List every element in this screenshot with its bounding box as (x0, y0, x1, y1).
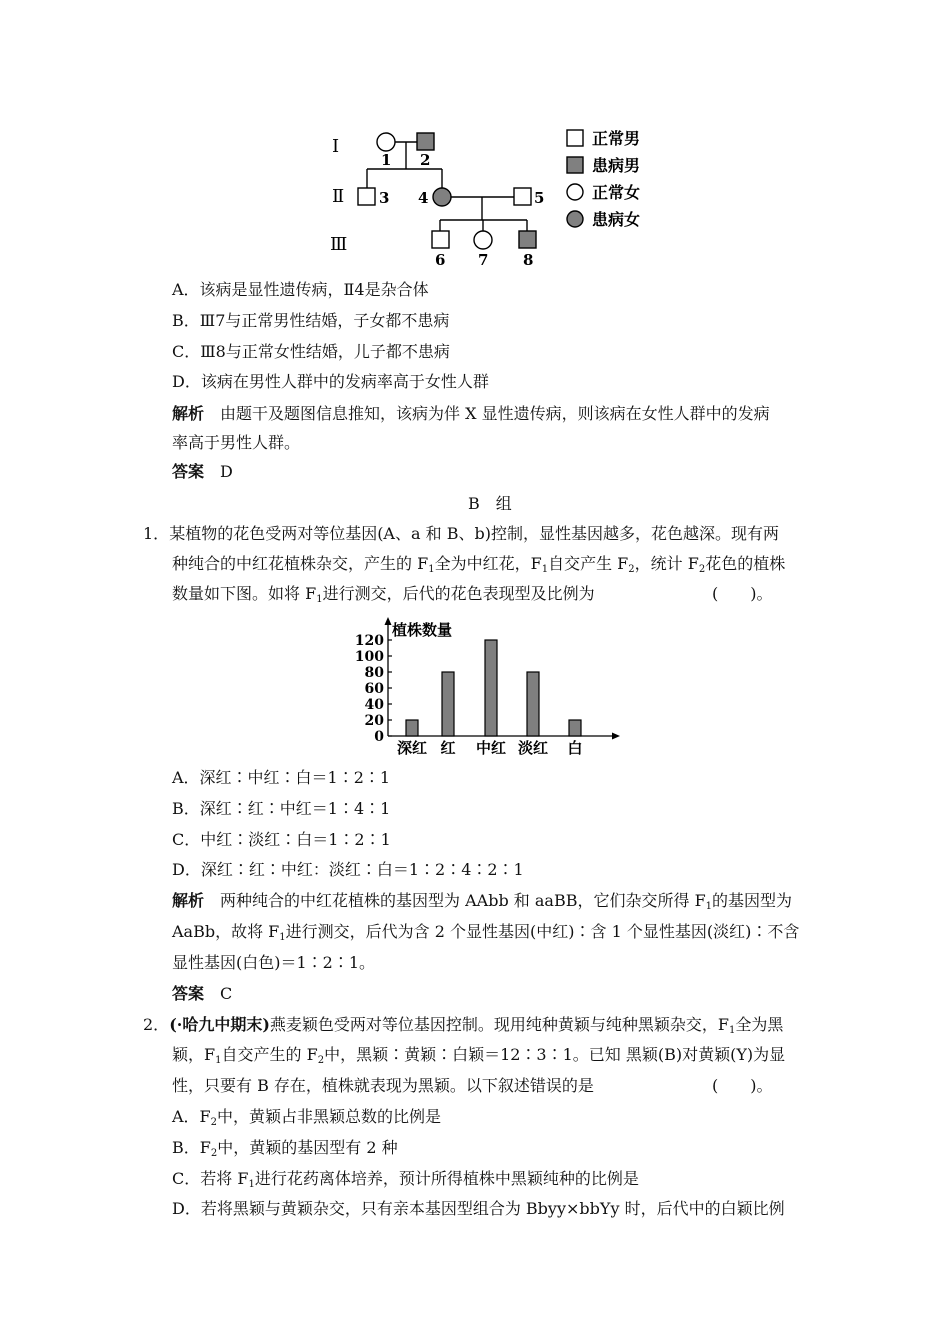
bar-2 (442, 672, 454, 736)
category-label: 淡红 (517, 739, 549, 757)
q1-analysis-line2: AaBb，故将 $F_1$进行测交，后代为含 2 个显性基因(中红)∶含 1 个显性基因(淡红)∶不含 (172, 922, 800, 943)
prev-answer (172, 462, 233, 482)
legend-label-normal-male: 正常男 (592, 129, 641, 148)
answer-label: 答案 (172, 462, 205, 481)
legend-label-normal-female: 正常女 (592, 183, 641, 202)
chart-bars (406, 640, 581, 736)
category-label: 深红 (396, 739, 428, 757)
q2-stem-line3: 性，只要有 B 存在，植株就表现为黑颖。以下叙述错误的是 (172, 1076, 594, 1095)
legend-label-affected-male: 患病男 (592, 156, 641, 175)
analysis-label: 解析 (172, 404, 205, 423)
legend-square-open-icon (567, 130, 583, 146)
bar-4 (527, 672, 539, 736)
prev-option-d: D．该病在男性人群中的发病率高于女性人群 (172, 372, 489, 391)
individual-8-affected-male (519, 231, 536, 248)
answer-value: D (220, 462, 233, 481)
y-tick-label: 80 (364, 665, 384, 681)
ind-label-6: 6 (435, 251, 446, 269)
section-title: B 组 (468, 494, 512, 513)
legend-square-filled-icon (567, 157, 583, 173)
legend-circle-filled-icon (567, 211, 583, 227)
q1-answer (172, 984, 232, 1004)
category-label: 中红 (475, 739, 507, 757)
bar-chart (340, 615, 630, 765)
q2-answer-blank: ( )。 (712, 1076, 773, 1095)
individual-7-normal-female (474, 231, 492, 249)
q1-answer-blank: ( )。 (712, 584, 773, 603)
gen-label-3: Ⅲ (330, 234, 348, 255)
q2-stem-line1: 2．(·哈九中期末)燕麦颖色受两对等位基因控制。现用纯种黄颖与纯种黑颖杂交，$F_1$全为黑 (143, 1015, 784, 1036)
q1-analysis-line3: 显性基因(白色)＝1∶2∶1。 (172, 953, 376, 972)
y-tick-label: 20 (364, 713, 384, 729)
ind-label-5: 5 (534, 189, 545, 207)
q2-number: 2． (143, 1015, 170, 1034)
gen-label-2: Ⅱ (332, 186, 345, 207)
q1-stem-line1: 1．某植物的花色受两对等位基因(A、a 和 B、b)控制，显性基因越多，花色越深。现有两 (143, 524, 779, 543)
prev-analysis-line1: 解析 由题干及题图信息推知，该病为伴 X 显性遗传病，则该病在女性人群中的发病 (172, 404, 770, 423)
y-tick-label: 40 (364, 697, 384, 713)
category-label: 红 (440, 739, 456, 757)
prev-option-b: B．Ⅲ7与正常男性结婚，子女都不患病 (172, 311, 450, 330)
ind-label-4: 4 (418, 189, 429, 207)
legend-circle-open-icon (567, 184, 583, 200)
ind-label-7: 7 (478, 251, 489, 269)
q1-stem-line2: 种纯合的中红花植株杂交，产生的 $F_1$全为中红花，$F_1$自交产生 $F_2$，统计 $F_2$花色的植株 (172, 554, 786, 575)
chart-ticks (355, 633, 392, 745)
prev-option-a: A．该病是显性遗传病，Ⅱ4是杂合体 (172, 280, 429, 299)
q2-source: (·哈九中期末) (169, 1015, 270, 1034)
q2-option-c: C．若将 $F_1$进行花药离体培养，预计所得植株中黑颖纯种的比例是 (172, 1169, 639, 1190)
bar-5 (569, 720, 581, 736)
q1-option-b: B．深红∶红∶中红＝1∶4∶1 (172, 799, 391, 818)
analysis-label: 解析 (172, 891, 205, 910)
q2-stem-line2: 颖，$F_1$自交产生的 $F_2$中，黑颖∶黄颖∶白颖＝12∶3∶1。已知 黑颖(B)对黄颖(Y)为显 (172, 1045, 786, 1066)
individual-3-normal-male (358, 188, 375, 205)
q2-option-b: B．$F_2$中，黄颖的基因型有 2 种 (172, 1138, 398, 1159)
q1-option-a: A．深红∶中红∶白＝1∶2∶1 (172, 768, 391, 787)
chart-title: 植株数量 (392, 621, 453, 639)
individual-2-affected-male (417, 133, 434, 150)
gen-label-1: Ⅰ (332, 136, 340, 157)
category-label: 白 (567, 739, 583, 757)
y-tick-label: 120 (354, 633, 384, 649)
q1-analysis-line1: 解析 两种纯合的中红花植株的基因型为 AAbb 和 aaBB，它们杂交所得 $F_1$的基因型为 (172, 891, 793, 912)
y-axis-arrow-icon (385, 617, 392, 625)
q1-option-c: C．中红∶淡红∶白＝1∶2∶1 (172, 830, 391, 849)
pedigree-diagram (320, 120, 660, 270)
q2-option-a: A．$F_2$中，黄颖占非黑颖总数的比例是 (172, 1107, 442, 1128)
q1-number: 1． (143, 524, 170, 543)
individual-1-normal-female (377, 133, 395, 151)
q1-stem-line3: 数量如下图。如将 $F_1$进行测交，后代的花色表现型及比例为 (172, 584, 595, 605)
answer-value: C (220, 984, 233, 1003)
x-axis-arrow-icon (612, 733, 620, 740)
prev-option-c: C．Ⅲ8与正常女性结婚，儿子都不患病 (172, 342, 450, 361)
individual-6-normal-male (432, 231, 449, 248)
individual-4-affected-female (433, 188, 451, 206)
prev-analysis-line2: 率高于男性人群。 (172, 433, 301, 452)
y-tick-label: 0 (374, 729, 384, 745)
chart-categories (397, 739, 583, 757)
ind-label-8: 8 (523, 251, 534, 269)
legend-label-affected-female: 患病女 (592, 210, 641, 229)
answer-label: 答案 (172, 984, 205, 1003)
q2-option-d: D．若将黑颖与黄颖杂交，只有亲本基因型组合为 Bbyy×bbYy 时，后代中的白颖比例 (172, 1199, 785, 1218)
y-tick-label: 100 (354, 649, 384, 665)
ind-label-3: 3 (379, 189, 390, 207)
ind-label-2: 2 (420, 151, 431, 169)
q1-option-d: D．深红∶红∶中红：淡红∶白＝1∶2∶4∶2∶1 (172, 860, 524, 879)
bar-3 (485, 640, 497, 736)
bar-1 (406, 720, 418, 736)
y-tick-label: 60 (364, 681, 384, 697)
ind-label-1: 1 (381, 151, 392, 169)
individual-5-normal-male (514, 188, 531, 205)
